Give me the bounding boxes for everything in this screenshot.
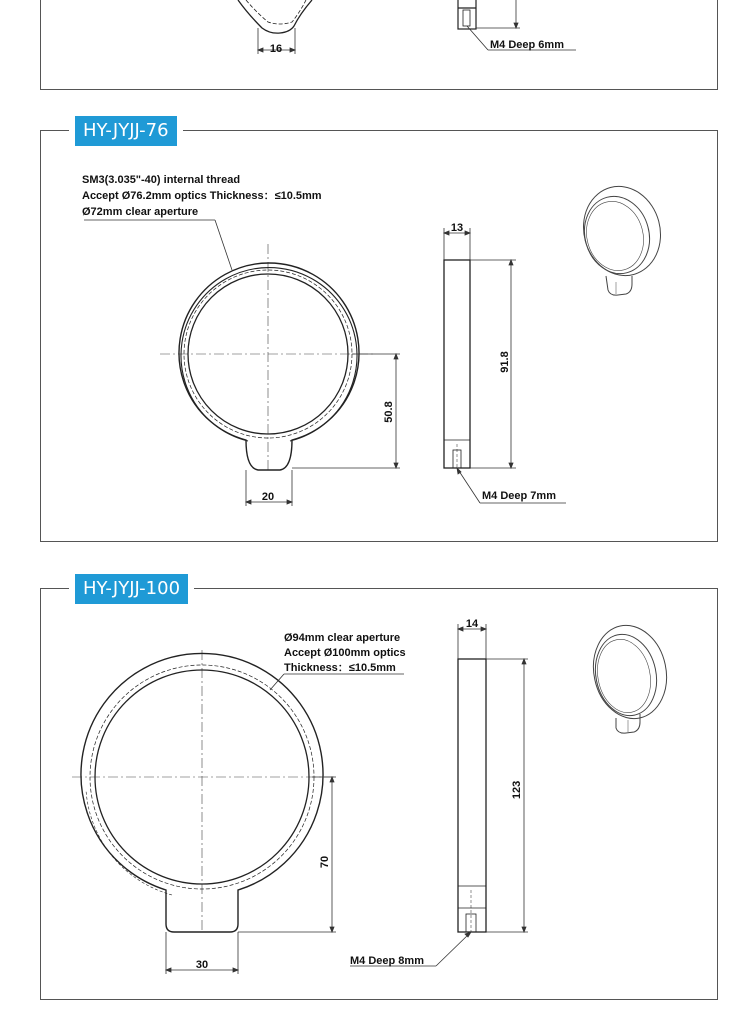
note-76-optics: Accept Ø76.2mm optics Thickness：≤10.5mm <box>82 190 322 202</box>
model-tag-100: HY-JYJJ-100 <box>75 574 188 604</box>
side-view-100 <box>458 659 486 932</box>
dim-76-thickness: 13 <box>450 222 464 234</box>
dim-100-width: 30 <box>195 959 209 971</box>
hole-note-100: M4 Deep 8mm <box>350 955 424 967</box>
dim-76-width: 20 <box>261 491 275 503</box>
note-76-aperture: Ø72mm clear aperture <box>82 206 199 218</box>
note-100-optics: Accept Ø100mm optics <box>284 647 406 659</box>
top-dim-width: 16 <box>269 43 283 55</box>
note-100-aperture: Ø94mm clear aperture <box>284 632 401 644</box>
hole-note-76: M4 Deep 7mm <box>482 490 556 502</box>
dim-100-height: 123 <box>511 780 523 800</box>
dim-100-center: 70 <box>319 855 331 869</box>
model-tag-76: HY-JYJJ-76 <box>75 116 177 146</box>
dim-100-thickness: 14 <box>465 618 479 630</box>
note-100-thickness: Thickness：≤10.5mm <box>284 662 396 674</box>
dim-76-height: 91.8 <box>499 351 511 373</box>
thumbnail-100 <box>585 619 675 734</box>
dim-76-center: 50.8 <box>383 401 395 423</box>
note-76-thread: SM3(3.035"-40) internal thread <box>82 174 241 186</box>
top-hole-note: M4 Deep 6mm <box>490 39 564 51</box>
